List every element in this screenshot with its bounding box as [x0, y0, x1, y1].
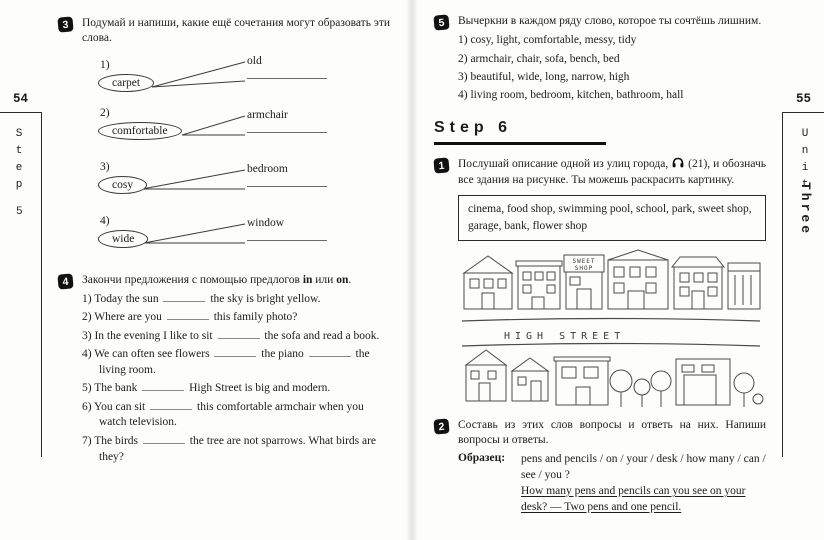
- writing-line: [247, 240, 327, 241]
- sweet-shop-sign-line1: SWEET: [572, 257, 596, 265]
- sentence-item: 4) We can often see flowers the piano the living room.: [82, 347, 370, 376]
- match-target: [247, 217, 367, 241]
- word-row: 4) living room, bedroom, kitchen, bathroom, hall: [458, 89, 684, 102]
- sentence-item: 2) Where are you this family photo?: [82, 311, 298, 324]
- exercise-1-badge: 1: [433, 157, 449, 173]
- match-target: [247, 163, 367, 187]
- pair-number: 2): [100, 106, 110, 119]
- exercise-1: [434, 157, 766, 416]
- left-margin-rule: [41, 112, 42, 457]
- sentence-item: 1) Today the sun the sky is bright yellow.: [82, 292, 321, 305]
- exercise-4: [58, 273, 390, 468]
- instruction-text-post: и обозначь все здания на рисунке. Ты можешь раскрасить картинку.: [458, 157, 766, 186]
- exercise-2: [434, 418, 766, 516]
- match-target: [247, 55, 367, 79]
- exercise-4-badge: 4: [57, 273, 73, 289]
- sentence-item: 5) The bank High Street is big and modern.: [82, 382, 331, 395]
- word-row: 2) armchair, chair, sofa, bench, bed: [458, 52, 620, 65]
- sample-block: [458, 452, 766, 515]
- sample-prompt: pens and pencils / on / your / desk / how many / can / see / you ?: [521, 453, 766, 482]
- word-oval: cosy: [98, 176, 147, 194]
- target-word: bedroom: [247, 162, 288, 175]
- match-pair: [98, 107, 182, 140]
- word-row: 1) cosy, light, comfortable, messy, tidy: [458, 34, 637, 47]
- left-margin-tick: [0, 112, 41, 113]
- headphones-icon: [672, 157, 684, 173]
- instruction-text-pre: Послушай описание одной из улиц города,: [458, 157, 669, 170]
- left-page-content: [58, 16, 390, 468]
- exercise-4-instruction: Закончи предложения с помощью предлогов in или on.: [82, 273, 352, 286]
- exercise-2-badge: 2: [433, 418, 449, 434]
- right-page-number: 55: [795, 92, 811, 106]
- audio-track-number: (21),: [688, 157, 711, 170]
- sentence-item: 7) The birds the tree are not sparrows. What birds are they?: [82, 434, 377, 463]
- right-margin-tick: [783, 112, 824, 113]
- writing-line: [247, 78, 327, 79]
- pair-number: 1): [100, 58, 110, 71]
- exercise-3-instruction: Подумай и напиши, какие ещё сочетания могут образовать эти слова.: [82, 17, 390, 45]
- word-oval: wide: [98, 230, 148, 248]
- word-oval: carpet: [98, 74, 154, 92]
- high-street-sign: HIGH STREET: [504, 330, 626, 342]
- match-pair: [98, 59, 154, 92]
- pair-number: 3): [100, 160, 110, 173]
- step-heading-underline: [434, 142, 606, 145]
- left-page-number: 54: [13, 92, 29, 106]
- right-page-content: [434, 14, 766, 516]
- right-margin-unit-label: Unit: [799, 128, 811, 196]
- sample-label: Образец:: [458, 452, 506, 465]
- matching-area: [82, 55, 390, 263]
- exercise-5-instruction: Вычеркни в каждом ряду слово, которое ты сочтёшь лишним.: [458, 15, 762, 27]
- sentence-item: 3) In the evening I like to sit the sofa and read a book.: [82, 329, 380, 342]
- exercise-1-instruction: [458, 157, 766, 189]
- writing-line: [247, 132, 327, 133]
- target-word: old: [247, 54, 262, 67]
- exercise-5-badge: 5: [433, 14, 449, 30]
- word-bank-box: cinema, food shop, swimming pool, school, park, sweet shop, garage, bank, flower shop: [458, 195, 766, 240]
- writing-line: [247, 186, 327, 187]
- match-target: [247, 109, 367, 133]
- target-word: armchair: [247, 108, 288, 121]
- exercise-2-instruction: Составь из этих слов вопросы и ответь на них. Напиши вопросы и ответы.: [458, 418, 766, 446]
- word-row: 3) beautiful, wide, long, narrow, high: [458, 71, 630, 83]
- match-pair: [98, 161, 147, 194]
- left-margin-step-number: 5: [16, 206, 23, 218]
- sample-answer: How many pens and pencils can you see on your desk? — Two pens and one pencil.: [521, 484, 746, 513]
- exercise-3-badge: 3: [57, 16, 73, 32]
- street-illustration: [458, 247, 766, 410]
- step-heading: Step 6: [434, 118, 513, 136]
- exercise-5: [434, 14, 766, 107]
- sweet-shop-sign-line2: SHOP: [574, 264, 594, 272]
- exercise-3: [58, 16, 390, 263]
- right-margin-unit-name: Three: [798, 182, 813, 237]
- match-pair: [98, 215, 148, 248]
- word-oval: comfortable: [98, 122, 182, 140]
- sentence-item: 6) You can sit this comfortable armchair when you watch television.: [82, 400, 364, 429]
- right-margin-rule: [782, 112, 783, 457]
- left-margin-step-label: Step: [13, 128, 25, 196]
- pair-number: 4): [100, 214, 110, 227]
- target-word: window: [247, 216, 285, 229]
- page-gutter: [406, 0, 418, 540]
